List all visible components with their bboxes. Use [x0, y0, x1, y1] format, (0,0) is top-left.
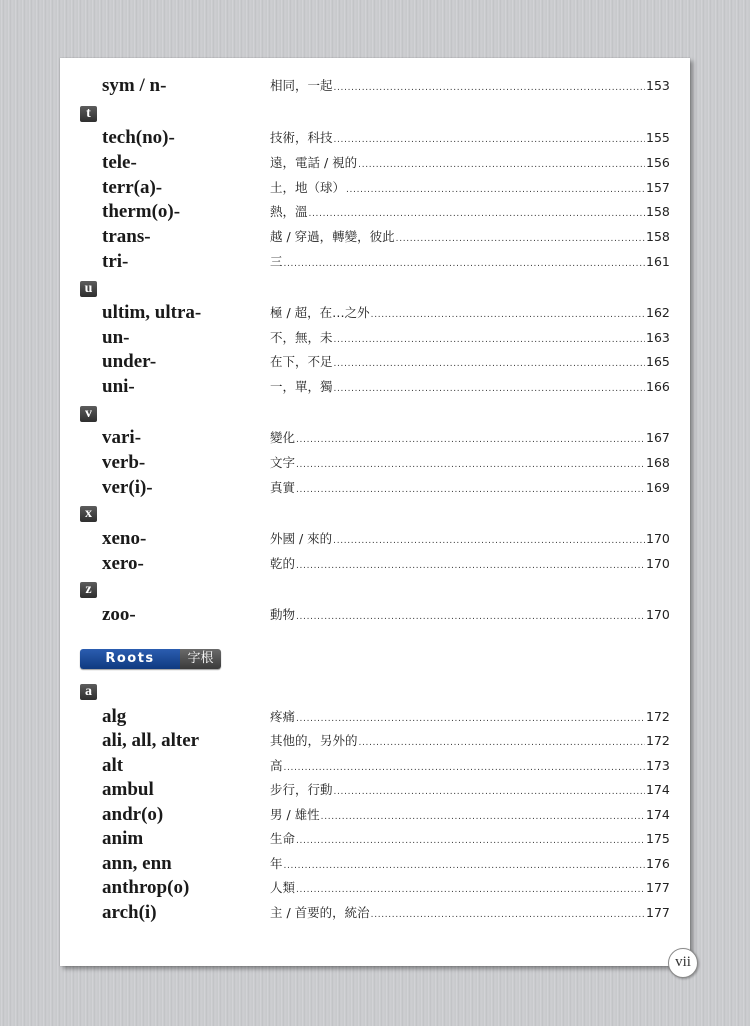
entry-meaning: 動物 [270, 607, 296, 622]
entry-page: 156 [646, 155, 670, 170]
entry-page: 165 [646, 354, 670, 369]
entry-meaning: 真實 [270, 480, 296, 495]
index-entry [60, 451, 690, 475]
entry-leader [270, 705, 645, 729]
index-entry [60, 375, 690, 399]
entry-term: un- [102, 327, 130, 348]
index-entry [60, 326, 690, 350]
index-entry [60, 754, 690, 778]
entry-term: sym / n- [102, 75, 167, 96]
index-entry [60, 901, 690, 925]
entry-meaning: 在下，不足 [270, 354, 333, 369]
entry-page: 158 [646, 204, 670, 219]
entry-page: 170 [646, 531, 670, 546]
index-entry [60, 803, 690, 827]
entry-leader [270, 852, 645, 876]
index-entry [60, 552, 690, 576]
entry-page: 169 [646, 480, 670, 495]
index-entry [60, 729, 690, 753]
entry-meaning: 變化 [270, 430, 296, 445]
entry-meaning: 越 / 穿過，轉變，彼此 [270, 229, 395, 244]
entry-leader [270, 778, 645, 802]
entry-page: 174 [646, 782, 670, 797]
entry-term: xeno- [102, 528, 147, 549]
index-entry [60, 126, 690, 150]
entry-term: tech(no)- [102, 127, 175, 148]
entry-page: 176 [646, 856, 670, 871]
entry-leader [270, 527, 645, 551]
entry-page: 161 [646, 254, 670, 269]
entry-leader [270, 301, 645, 325]
entry-term: ali, all, alter [102, 730, 200, 751]
entry-term: zoo- [102, 604, 136, 625]
entry-term: trans- [102, 226, 151, 247]
entry-leader [270, 74, 645, 98]
entry-page: 172 [646, 709, 670, 724]
index-entry [60, 74, 690, 98]
entry-meaning: 其他的，另外的 [270, 733, 358, 748]
entry-term: terr(a)- [102, 177, 163, 198]
index-entry [60, 350, 690, 374]
entry-meaning: 主 / 首要的，統治 [270, 905, 370, 920]
entry-leader [270, 326, 645, 350]
index-entry [60, 476, 690, 500]
index-entry [60, 426, 690, 450]
entry-page: 166 [646, 379, 670, 394]
section-letter-t: t [80, 106, 97, 122]
section-letter-u: u [80, 281, 97, 297]
entry-meaning: 熱，溫 [270, 204, 308, 219]
entry-meaning: 相同，一起 [270, 78, 333, 93]
index-entry [60, 176, 690, 200]
entry-term: ver(i)- [102, 477, 153, 498]
entry-term: under- [102, 351, 157, 372]
entry-leader [270, 476, 645, 500]
entry-term: alt [102, 755, 124, 776]
entry-meaning: 極 / 超，在…之外 [270, 305, 370, 320]
section-letter-z: z [80, 582, 97, 598]
section-letter-v: v [80, 406, 97, 422]
index-entry [60, 603, 690, 627]
entry-term: anim [102, 828, 144, 849]
entry-leader [270, 200, 645, 224]
entry-leader [270, 151, 645, 175]
entry-leader [270, 176, 645, 200]
entry-meaning: 遠，電話 / 視的 [270, 155, 358, 170]
roots-banner-english: Roots [80, 649, 180, 669]
entry-term: ann, enn [102, 853, 172, 874]
entry-meaning: 土，地（球） [270, 180, 346, 195]
entry-meaning: 疼痛 [270, 709, 296, 724]
entry-term: tele- [102, 152, 137, 173]
entry-page: 173 [646, 758, 670, 773]
entry-term: andr(o) [102, 804, 164, 825]
entry-page: 177 [646, 880, 670, 895]
entry-leader [270, 225, 645, 249]
entry-page: 170 [646, 556, 670, 571]
entry-page: 162 [646, 305, 670, 320]
section-letter-x: x [80, 506, 97, 522]
entry-page: 158 [646, 229, 670, 244]
entry-meaning: 乾的 [270, 556, 296, 571]
entry-leader [270, 451, 645, 475]
index-entry [60, 250, 690, 274]
entry-page: 155 [646, 130, 670, 145]
entry-leader [270, 426, 645, 450]
entry-leader [270, 803, 645, 827]
index-entry [60, 527, 690, 551]
entry-page: 157 [646, 180, 670, 195]
entry-term: tri- [102, 251, 129, 272]
entry-page: 168 [646, 455, 670, 470]
entry-page: 174 [646, 807, 670, 822]
entry-term: alg [102, 706, 127, 727]
entry-meaning: 一，單，獨 [270, 379, 333, 394]
page-number-badge: vii [668, 948, 698, 978]
index-entry [60, 852, 690, 876]
entry-page: 177 [646, 905, 670, 920]
entry-term: arch(i) [102, 902, 157, 923]
entry-meaning: 男 / 雄性 [270, 807, 320, 822]
entry-leader [270, 250, 645, 274]
entry-meaning: 技術，科技 [270, 130, 333, 145]
entry-leader [270, 350, 645, 374]
entry-meaning: 年 [270, 856, 283, 871]
index-entry [60, 827, 690, 851]
entry-term: verb- [102, 452, 146, 473]
entry-term: therm(o)- [102, 201, 181, 222]
entry-meaning: 生命 [270, 831, 296, 846]
entry-page: 153 [646, 78, 670, 93]
entry-meaning: 文字 [270, 455, 296, 470]
index-entry [60, 301, 690, 325]
entry-term: anthrop(o) [102, 877, 190, 898]
entry-leader [270, 375, 645, 399]
entry-page: 175 [646, 831, 670, 846]
entry-leader [270, 827, 645, 851]
index-entry [60, 705, 690, 729]
entry-term: vari- [102, 427, 142, 448]
section-letter-a: a [80, 684, 97, 700]
entry-leader [270, 126, 645, 150]
entry-page: 163 [646, 330, 670, 345]
entry-leader [270, 901, 645, 925]
entry-meaning: 外國 / 來的 [270, 531, 333, 546]
entry-leader [270, 552, 645, 576]
entry-term: xero- [102, 553, 144, 574]
index-entry [60, 200, 690, 224]
entry-meaning: 三 [270, 254, 283, 269]
roots-banner-chinese: 字根 [180, 649, 221, 669]
entry-meaning: 步行，行動 [270, 782, 333, 797]
index-entry [60, 778, 690, 802]
entry-page: 172 [646, 733, 670, 748]
index-entry [60, 876, 690, 900]
entry-meaning: 高 [270, 758, 283, 773]
index-entry [60, 151, 690, 175]
entry-term: ambul [102, 779, 154, 800]
entry-page: 167 [646, 430, 670, 445]
entry-leader [270, 876, 645, 900]
entry-meaning: 人類 [270, 880, 296, 895]
index-entry [60, 225, 690, 249]
entry-leader [270, 754, 645, 778]
entry-page: 170 [646, 607, 670, 622]
entry-meaning: 不，無，未 [270, 330, 333, 345]
entry-leader [270, 729, 645, 753]
entry-leader [270, 603, 645, 627]
roots-section-banner [80, 649, 221, 669]
page-sheet [60, 58, 690, 966]
entry-term: ultim, ultra- [102, 302, 202, 323]
entry-term: uni- [102, 376, 135, 397]
